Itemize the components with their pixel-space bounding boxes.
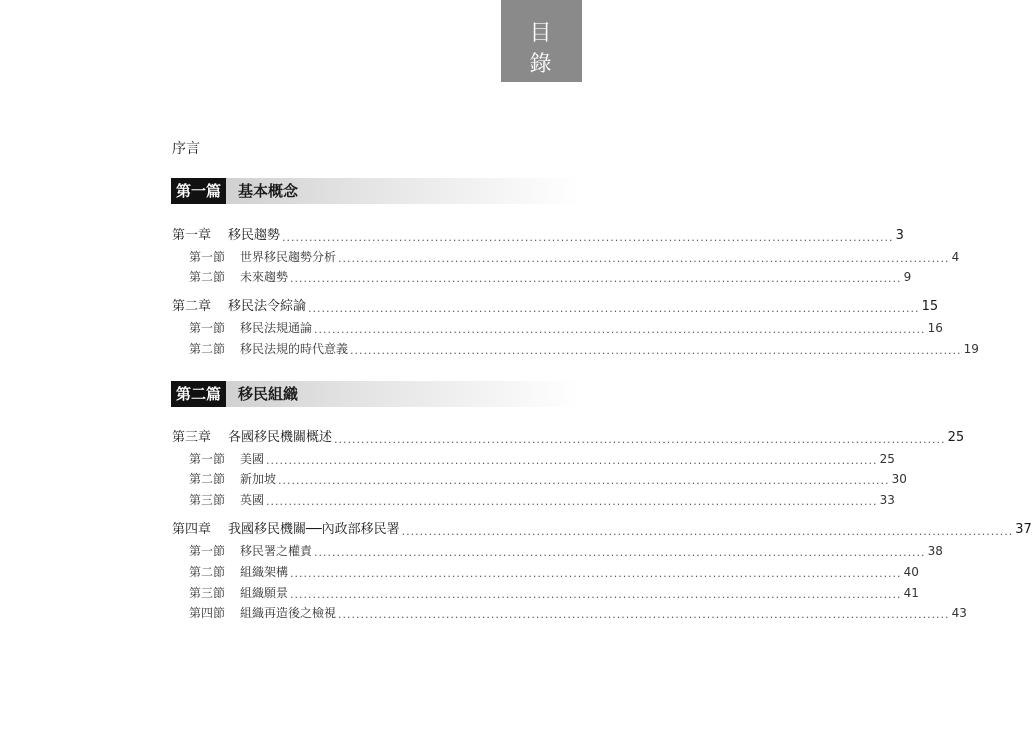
toc-header-title: 目 錄 (529, 21, 562, 77)
section-number: 第二節 (189, 565, 226, 579)
part-heading-1 (171, 178, 581, 204)
dot-leader: ........................................................................................................................................ (290, 272, 902, 285)
toc-section (189, 542, 943, 560)
section-title: 新加坡 (240, 472, 277, 486)
toc-chapter-3 (172, 429, 965, 447)
dot-leader: ........................................................................................................................................ (278, 474, 890, 487)
section-title: 移民法規通論 (240, 321, 313, 335)
toc-header-tab (501, 0, 582, 82)
section-title: 組織架構 (240, 565, 289, 579)
page-number: 37 (1015, 522, 1032, 537)
chapter-number: 第一章 (172, 228, 212, 243)
toc-section (189, 491, 895, 509)
dot-leader: ........................................................................................................................................ (338, 608, 950, 621)
section-title: 組織再造後之檢視 (240, 606, 337, 620)
dot-leader: ........................................................................................................................................ (401, 525, 1014, 538)
section-number: 第四節 (189, 606, 226, 620)
toc-section (189, 470, 907, 488)
section-number: 第三節 (189, 586, 226, 600)
toc-chapter-4 (172, 521, 1032, 539)
part-number: 第一篇 (171, 178, 226, 204)
page-number: 25 (879, 452, 895, 466)
chapter-title: 各國移民機關概述 (228, 430, 333, 445)
page-number: 43 (951, 606, 967, 620)
chapter-number: 第二章 (172, 299, 212, 314)
part-number: 第二篇 (171, 381, 226, 407)
page-number: 15 (921, 299, 939, 314)
toc-section (189, 450, 895, 468)
section-number: 第一節 (189, 321, 226, 335)
toc-section (189, 268, 912, 286)
section-number: 第二節 (189, 270, 226, 284)
toc-chapter-2 (172, 298, 939, 316)
toc-section (189, 319, 943, 337)
dot-leader: ........................................................................................................................................ (266, 495, 878, 508)
toc-section (189, 604, 967, 622)
section-title: 世界移民趨勢分析 (240, 250, 337, 264)
section-title: 英國 (240, 493, 265, 507)
section-title: 移民署之權責 (240, 544, 313, 558)
dot-leader: ........................................................................................................................................ (282, 231, 894, 244)
page-number: 4 (951, 250, 960, 264)
toc-section (189, 340, 979, 358)
dot-leader: ........................................................................................................................................ (290, 567, 902, 580)
dot-leader: ........................................................................................................................................ (350, 344, 962, 357)
dot-leader: ........................................................................................................................................ (290, 588, 902, 601)
preface-entry: 序言 (172, 141, 200, 157)
page-number: 33 (879, 493, 895, 507)
page-number: 38 (927, 544, 943, 558)
part-heading-2 (171, 381, 581, 407)
toc-section (189, 248, 960, 266)
section-title: 未來趨勢 (240, 270, 289, 284)
section-title: 移民法規的時代意義 (240, 342, 349, 356)
dot-leader: ........................................................................................................................................ (314, 323, 926, 336)
section-title: 美國 (240, 452, 265, 466)
chapter-title: 移民法令綜論 (228, 299, 307, 314)
chapter-title: 移民趨勢 (228, 228, 281, 243)
chapter-number: 第四章 (172, 522, 212, 537)
toc-chapter-1 (172, 227, 904, 245)
section-title: 組織願景 (240, 586, 289, 600)
page-number: 40 (903, 565, 919, 579)
toc-section (189, 584, 919, 602)
dot-leader: ........................................................................................................................................ (334, 433, 946, 446)
page-number: 3 (895, 228, 904, 243)
page-number: 9 (903, 270, 912, 284)
dot-leader: ........................................................................................................................................ (308, 302, 920, 315)
page-number: 19 (963, 342, 979, 356)
dot-leader: ........................................................................................................................................ (266, 454, 878, 467)
page-number: 16 (927, 321, 943, 335)
page-number: 41 (903, 586, 919, 600)
section-number: 第一節 (189, 544, 226, 558)
chapter-title: 我國移民機關──內政部移民署 (228, 522, 400, 537)
part-title: 移民組織 (238, 385, 299, 403)
toc-section (189, 563, 919, 581)
dot-leader: ........................................................................................................................................ (338, 252, 950, 265)
section-number: 第二節 (189, 472, 226, 486)
chapter-number: 第三章 (172, 430, 212, 445)
page-number: 25 (947, 430, 965, 445)
section-number: 第三節 (189, 493, 226, 507)
section-number: 第一節 (189, 250, 226, 264)
section-number: 第一節 (189, 452, 226, 466)
page-number: 30 (891, 472, 907, 486)
section-number: 第二節 (189, 342, 226, 356)
dot-leader: ........................................................................................................................................ (314, 546, 926, 559)
part-title: 基本概念 (238, 182, 299, 200)
